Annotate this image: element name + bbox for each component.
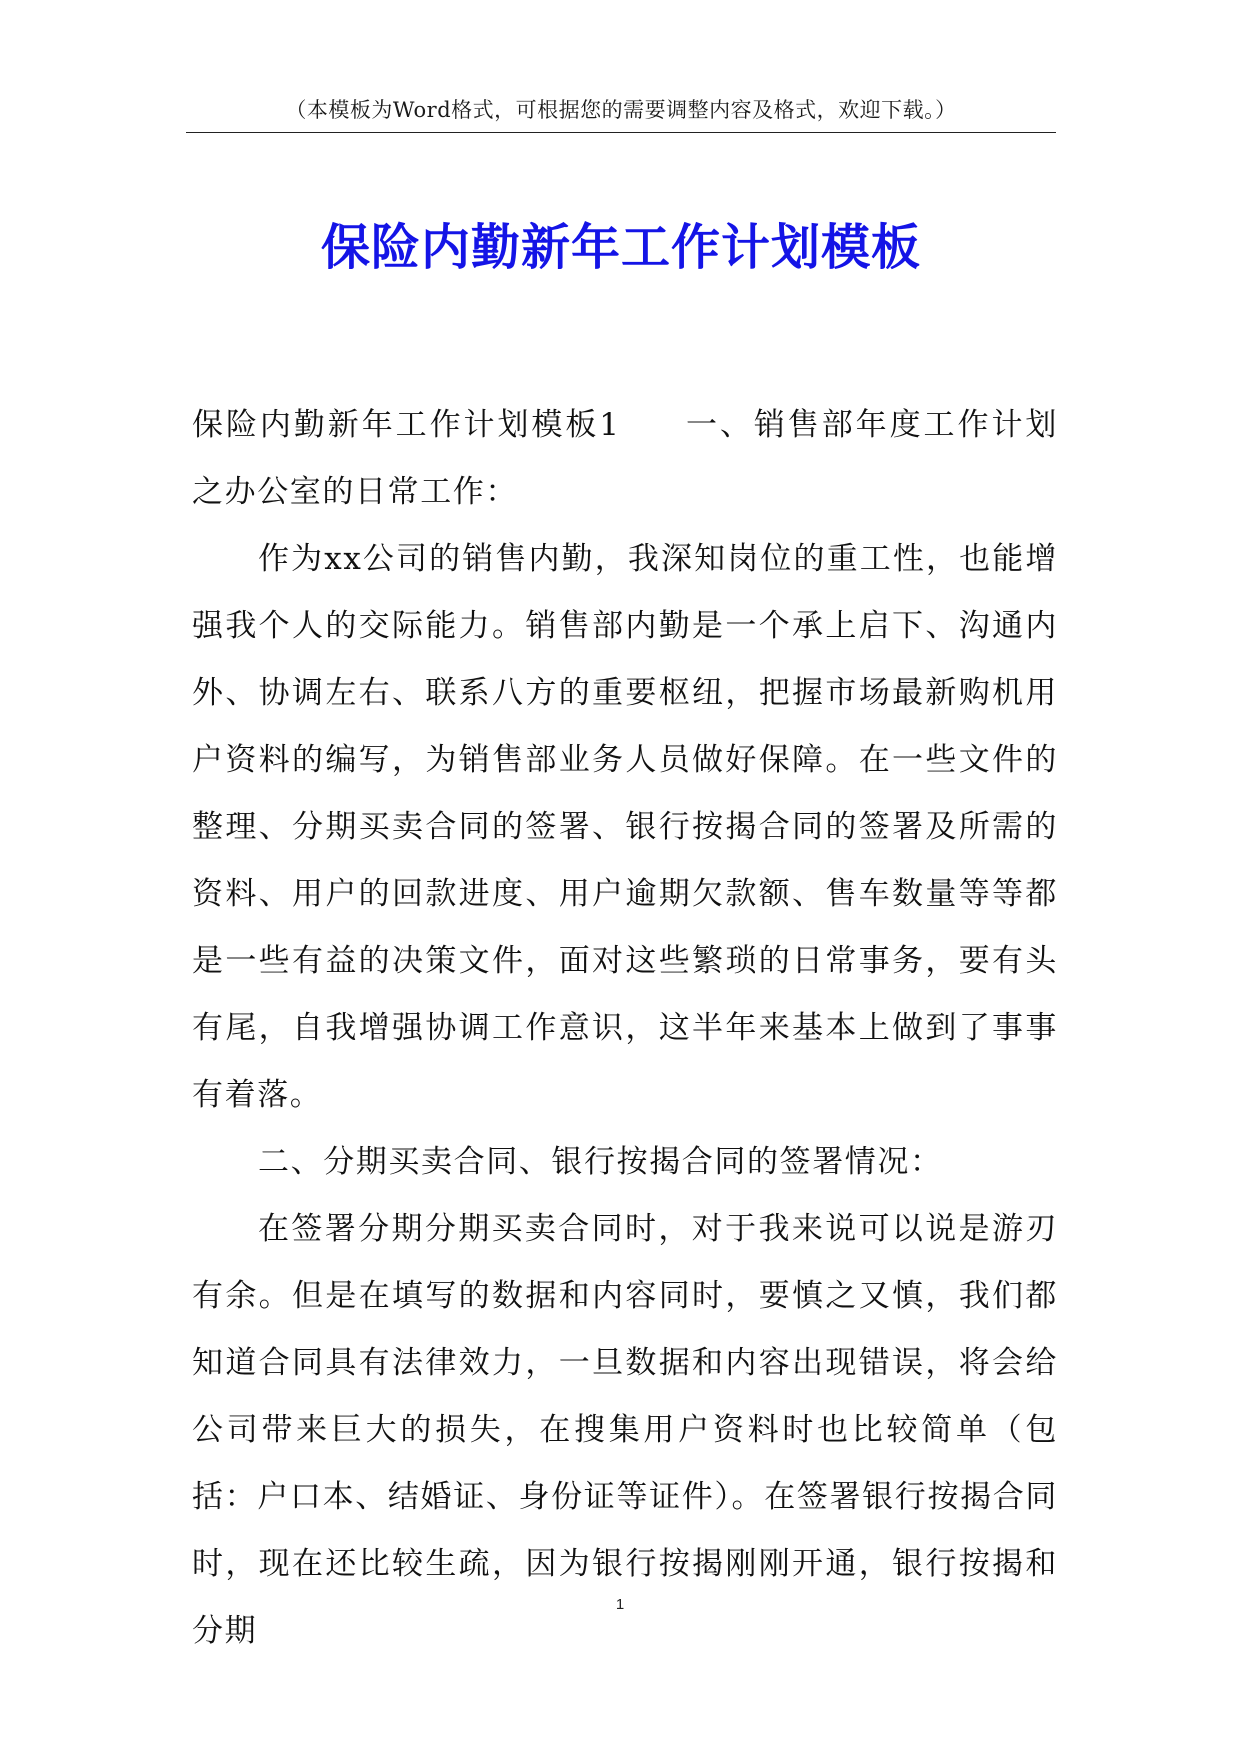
intro-paragraph <box>192 392 1058 526</box>
document-body <box>192 392 1058 1665</box>
document-title: 保险内勤新年工作计划模板 <box>320 218 921 276</box>
section-heading-2: 二、分期买卖合同、银行按揭合同的签署情况： <box>258 1144 943 1180</box>
page-number: 1 <box>615 1596 625 1613</box>
body-paragraph-2: 在签署分期分期买卖合同时，对于我来说可以说是游刃有余。但是在填写的数据和内容同时，要慎之又慎，我们都知道合同具有法律效力，一旦数据和内容出现错误，将会给公司带来巨大的损失，在搜集用户资料时也比较简单（包括：户口本、结婚证、身份证等证件）。在签署银行按揭合同时，现在还比较生疏，因为银行按揭刚刚开通，银行按揭和分期 <box>192 1211 1058 1649</box>
body-paragraph-1: 作为xx公司的销售内勤，我深知岗位的重工性，也能增强我个人的交际能力。销售部内勤是一个承上启下、沟通内外、协调左右、联系八方的重要枢纽，把握市场最新购机用户资料的编写，为销售部业务人员做好保障。在一些文件的整理、分期买卖合同的签署、银行按揭合同的签署及所需的资料、用户的回款进度、用户逾期欠款额、售车数量等等都是一些有益的决策文件，面对这些繁琐的日常事务，要有头有尾，自我增强协调工作意识，这半年来基本上做到了事事有着落。 <box>192 541 1058 1113</box>
header-divider <box>186 132 1056 133</box>
intro-template-label: 保险内勤新年工作计划模板1 <box>192 407 621 443</box>
header-note: （本模板为Word格式，可根据您的需要调整内容及格式，欢迎下载。） <box>285 98 957 122</box>
intro-section-heading: 一、销售部年度工作计划之办公室的日常工作： <box>192 407 1058 510</box>
